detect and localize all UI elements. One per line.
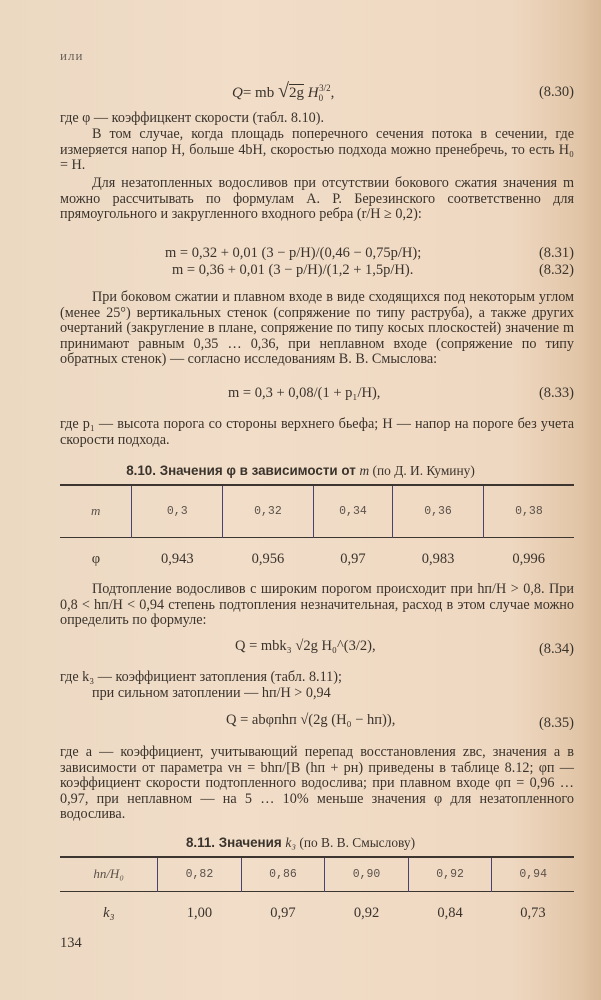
equation-number-8-35: (8.35)	[538, 715, 574, 731]
caption-var: m	[359, 463, 370, 478]
table-cell: 0,996	[512, 550, 545, 567]
table-8-10-caption	[0, 463, 601, 479]
equation-number-8-31: (8.31)	[538, 245, 574, 261]
formula-8-30	[232, 80, 334, 103]
paragraph-k3-definition: где k₃ — коэффициент затопления (табл. 8.11);	[60, 669, 342, 685]
paragraph-strong-submergence: при сильном затоплении — hп/H > 0,94	[92, 685, 331, 701]
row-label: φ	[91, 550, 101, 567]
header-cell: 0,86	[241, 857, 325, 891]
equation-number-8-30: (8.30)	[538, 84, 574, 100]
table-cell: 0,97	[270, 904, 296, 921]
subscript: 0	[318, 93, 324, 103]
paragraph-phi-definition: где φ — коэффицкент скорости (табл. 8.10).	[60, 110, 325, 126]
row-label: k₃	[103, 904, 115, 921]
caption-var: k₃	[285, 835, 297, 850]
sqrt-symbol: √	[277, 80, 289, 102]
header-cell: m	[91, 503, 101, 519]
table-cell: 0,84	[437, 904, 463, 921]
table-cell: 0,92	[353, 904, 380, 921]
header-cell: hп/H₀	[93, 866, 124, 882]
connector-word: или	[60, 48, 84, 63]
header-cell: 0,32	[223, 485, 314, 537]
formula-lhs: Q	[232, 85, 243, 101]
table-cell: 0,943	[160, 550, 194, 567]
caption-bold: 8.11. Значения	[185, 835, 286, 850]
table-8-11-caption	[0, 835, 601, 851]
header-cell: 0,94	[492, 857, 574, 891]
formula-8-34: Q = mbk₃ √2g H₀^(3/2),	[235, 638, 376, 654]
formula-var: H	[303, 85, 319, 101]
equation-number-8-34: (8.34)	[538, 641, 574, 657]
table-header-row	[60, 485, 574, 537]
paragraph-approach-velocity: В том случае, когда площадь поперечного сечения потока в сечении, где измеряется напор H, больше 4bH, скоростью подхода можно пренебречь, то есть H₀ = H.	[60, 126, 574, 174]
table-row	[60, 537, 574, 581]
superscript: 3/2	[319, 83, 331, 93]
paragraph-p1-definition: где p₁ — высота порога со стороны верхнего бьефа; H — напор на пороге без учета скорости подхода.	[60, 416, 574, 448]
caption-bold: 8.10. Значения φ в зависимости от	[126, 463, 360, 478]
table-cell: 0,983	[421, 550, 455, 567]
header-cell: 0,92	[408, 857, 492, 891]
page-number: 134	[60, 935, 82, 951]
header-cell: 0,34	[313, 485, 392, 537]
formula-trail: ,	[330, 85, 335, 101]
header-cell: 0,36	[393, 485, 484, 537]
table-header-row	[60, 857, 574, 891]
equation-number-8-33: (8.33)	[538, 385, 574, 401]
table-row	[60, 891, 574, 935]
header-cell: 0,3	[132, 485, 223, 537]
table-cell: 0,97	[340, 550, 366, 567]
table-cell: 1,00	[186, 904, 213, 921]
paragraph-lateral-contraction: При боковом сжатии и плавном входе в виде сходящихся под некоторым углом (менее 25°) вертикальных стенок (сопряжение по типу раструба), а также других очертаний (закругление в плане, сопряжение по типу косых плоскостей) значение m принимают равным 0,35 … 0,36, при неплавном входе (сопряжение по типу обратных стенок) — согласно исследованиям В. В. Смыслова:	[60, 289, 574, 368]
paragraph-berezinsky: Для незатопленных водосливов при отсутствии бокового сжатия значения m можно рассчитывать по формулам А. Р. Березинского соответственно для прямоугольного и закругленного входного ребра (r/H ≥ 0,2):	[60, 175, 574, 223]
table-cell: 0,73	[520, 904, 546, 921]
formula-8-33: m = 0,3 + 0,08/(1 + p₁/H),	[228, 385, 381, 401]
formula-8-35: Q = abφпhп √(2g (H₀ − hп)),	[226, 712, 396, 728]
header-cell: 0,82	[158, 857, 242, 891]
table-8-10	[60, 484, 574, 581]
header-cell: 0,90	[325, 857, 409, 891]
table-cell: 0,956	[251, 550, 285, 567]
formula-8-31: m = 0,32 + 0,01 (3 − p/H)/(0,46 − 0,75p/H);	[165, 245, 422, 261]
caption-tail: (по В. В. Смыслову)	[296, 835, 416, 850]
paragraph-a-coefficient: где a — коэффициент, учитывающий перепад восстановления zвс, значения a в зависимости от параметра νн = bhп/[B (hп + pн) приведены в таблице 8.12; φп — коэффициент скорости подтопленного водослива; при плавном входе φп = 0,96 … 0,97, при неплавном — на 5 … 10% меньше значения φ для незатопленного водослива.	[60, 744, 574, 823]
radicand: 2g	[288, 85, 304, 101]
caption-tail: (по Д. И. Кумину)	[369, 463, 475, 478]
formula-rhs: = mb	[242, 85, 278, 101]
header-cell: 0,38	[483, 485, 574, 537]
formula-8-32: m = 0,36 + 0,01 (3 − p/H)/(1,2 + 1,5p/H).	[172, 262, 414, 278]
paragraph-submergence: Подтопление водосливов с широким порогом происходит при hп/H > 0,8. При 0,8 < hп/H < 0,94 степень подтопления незначительная, расход в этом случае можно определить по формуле:	[60, 581, 574, 629]
table-8-11	[60, 856, 574, 935]
equation-number-8-32: (8.32)	[538, 262, 574, 278]
